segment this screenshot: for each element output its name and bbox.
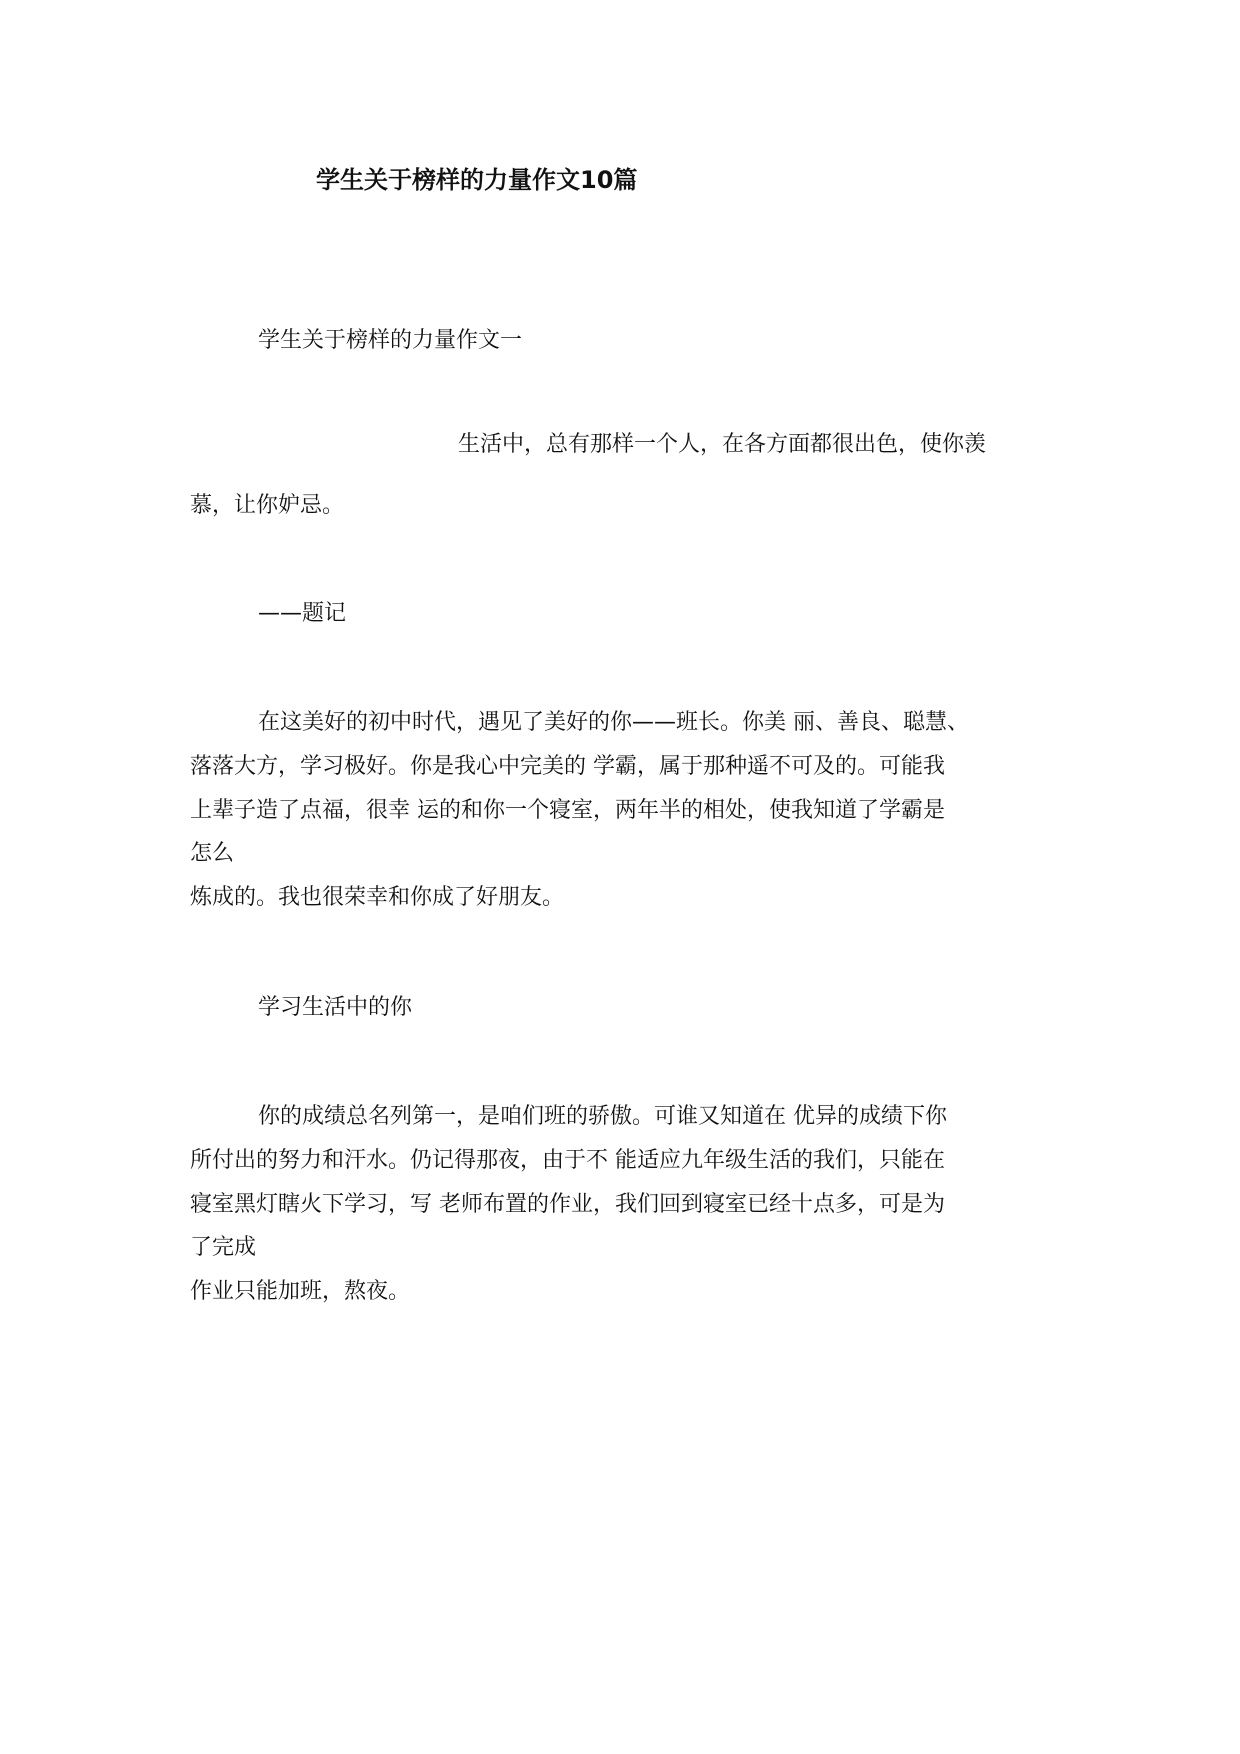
paragraph-line: 落落大方，学习极好。你是我心中完美的 学霸，属于那种遥不可及的。可能我 bbox=[190, 754, 945, 779]
paragraph-line: 上辈子造了点福，很幸 运的和你一个寝室，两年半的相处，使我知道了学霸是 bbox=[190, 798, 945, 823]
epigraph-line: 生活中，总有那样一个人，在各方面都很出色，使你羡 bbox=[458, 432, 987, 457]
subheading: 学习生活中的你 bbox=[258, 995, 413, 1020]
paragraph-line: 怎么 bbox=[190, 841, 235, 866]
paragraph-line: 炼成的。我也很荣幸和你成了好朋友。 bbox=[190, 885, 565, 910]
paragraph-line: 了完成 bbox=[190, 1235, 257, 1260]
paragraph-line: 你的成绩总名列第一，是咱们班的骄傲。可谁又知道在 优异的成绩下你 bbox=[258, 1104, 947, 1129]
paragraph-line: 作业只能加班，熬夜。 bbox=[190, 1279, 411, 1304]
epigraph-attribution: ——题记 bbox=[258, 601, 347, 626]
document-title: 学生关于榜样的力量作文10篇 bbox=[316, 166, 638, 194]
paragraph-line: 所付出的努力和汗水。仍记得那夜，由于不 能适应九年级生活的我们，只能在 bbox=[190, 1148, 945, 1173]
paragraph-line: 寝室黑灯瞎火下学习，写 老师布置的作业，我们回到寝室已经十点多，可是为 bbox=[190, 1192, 945, 1217]
paragraph-line: 在这美好的初中时代，遇见了美好的你——班长。你美 丽、善良、聪慧、 bbox=[258, 710, 969, 735]
epigraph-line: 慕，让你妒忌。 bbox=[190, 493, 345, 518]
section-heading: 学生关于榜样的力量作文一 bbox=[258, 328, 523, 353]
